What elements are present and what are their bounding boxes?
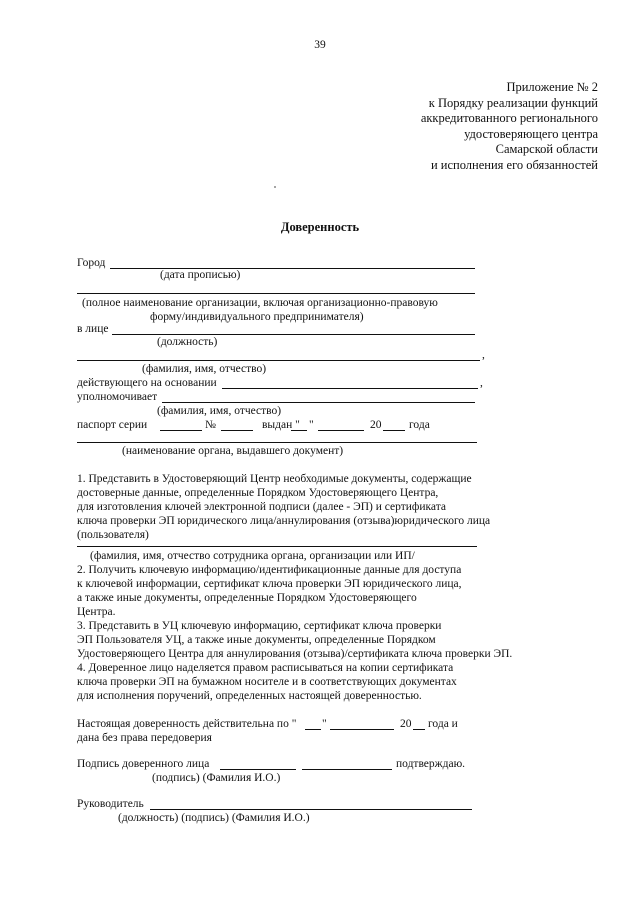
item-2-line: к ключевой информации, сертификат ключа проверки ЭП юридического лица, (77, 578, 462, 590)
signature-name-line (302, 769, 392, 770)
issued-month-line (318, 430, 364, 431)
passport-number-label: № (205, 419, 216, 431)
employee-caption: (фамилия, имя, отчество сотрудника органа, организации или ИП/ (90, 550, 415, 562)
issuer-line (77, 442, 477, 443)
appendix-line: аккредитованного регионального (420, 111, 598, 125)
item-3-line: 3. Представить в УЦ ключевую информацию, сертификат ключа проверки (77, 620, 442, 632)
item-3-line: Удостоверяющего Центра для аннулирования (отзыва)/сертификата ключа проверки ЭП. (77, 648, 513, 660)
page-number: 39 (314, 39, 326, 51)
item-4-line: ключа проверки ЭП на бумажном носителе и в соответствующих документах (77, 676, 457, 688)
item-2-line: Центра. (77, 606, 116, 618)
basis-label: действующего на основании (77, 377, 217, 389)
validity-quote: " (322, 718, 327, 730)
organization-line (77, 293, 475, 294)
item-2-line: а также иные документы, определенные Порядком Удостоверяющего (77, 592, 417, 604)
appendix-block (421, 80, 598, 173)
item-3-line: ЭП Пользователя УЦ, а также иные документы, определенные Порядком (77, 634, 436, 646)
validity-year-line (413, 729, 425, 730)
validity-month-line (330, 729, 394, 730)
head-caption: (должность) (подпись) (Фамилия И.О.) (118, 812, 310, 824)
item-4-line: 4. Доверенное лицо наделяется правом расписываться на копии сертификата (77, 662, 454, 674)
passport-series-line (160, 430, 202, 431)
signature-line (220, 769, 296, 770)
passport-number-line (221, 430, 253, 431)
item-1-line: (пользователя) (77, 529, 149, 541)
city-label: Город (77, 257, 106, 269)
date-caption: (дата прописью) (160, 269, 241, 281)
fio-caption: (фамилия, имя, отчество) (142, 363, 267, 375)
issued-year-line (383, 430, 405, 431)
validity-prefix: Настоящая доверенность действительна по " (77, 718, 297, 730)
issued-year-prefix: 20 (370, 419, 382, 431)
appendix-line: удостоверяющего центра (464, 126, 598, 141)
passport-series-label: паспорт серии (77, 419, 148, 431)
item-1-line: 1. Представить в Удостоверяющий Центр необходимые документы, содержащие (77, 473, 472, 485)
person-label: в лице (77, 323, 109, 335)
organization-caption: (полное наименование организации, включая организационно-правовую (82, 297, 438, 309)
validity-year-prefix: 20 (400, 718, 412, 730)
head-label: Руководитель (77, 798, 144, 810)
item-2-line: 2. Получить ключевую информацию/идентификационные данные для доступа (77, 564, 462, 576)
comma: , (482, 349, 485, 361)
item-1-line: для изготовления ключей электронной подписи (далее - ЭП) и сертификата (77, 501, 446, 513)
fio-line (77, 360, 480, 361)
issued-quote: " (309, 419, 314, 431)
appendix-line: к Порядку реализации функций (428, 95, 598, 110)
signature-label: Подпись доверенного лица (77, 758, 210, 770)
organization-caption: форму/индивидуального предпринимателя) (150, 311, 364, 323)
appendix-line: и исполнения его обязанностей (430, 157, 598, 172)
item-1-line: ключа проверки ЭП юридического лица/аннулирования (отзыва)юридического лица (77, 515, 491, 527)
employee-line (77, 546, 477, 547)
comma: , (480, 377, 483, 389)
signature-caption: (подпись) (Фамилия И.О.) (152, 772, 281, 784)
appendix-line: Самарской области (495, 142, 598, 156)
position-caption: (должность) (157, 336, 218, 348)
item-4-line: для исполнения поручений, определенных настоящей доверенностью. (77, 690, 422, 702)
validity-year-suffix: года и (428, 718, 458, 730)
validity-day-line (305, 729, 321, 730)
issued-year-suffix: года (409, 419, 430, 431)
authorizes-label: уполномочивает (77, 391, 158, 403)
basis-line (222, 388, 478, 389)
validity-line-2: дана без права передоверия (77, 732, 212, 744)
signature-confirm: подтверждаю. (396, 758, 466, 770)
head-line (150, 809, 472, 810)
authorized-person-line (162, 402, 475, 403)
issued-day-line (291, 430, 307, 431)
scan-speck (274, 186, 276, 188)
issuer-caption: (наименование органа, выдавшего документ) (122, 445, 344, 457)
appendix-line: Приложение № 2 (506, 80, 598, 94)
issued-label: выдан " (262, 419, 300, 431)
fio-caption: (фамилия, имя, отчество) (157, 405, 282, 417)
document-title: Доверенность (280, 220, 360, 234)
item-1-line: достоверные данные, определенные Порядком Удостоверяющего Центра, (77, 487, 439, 499)
